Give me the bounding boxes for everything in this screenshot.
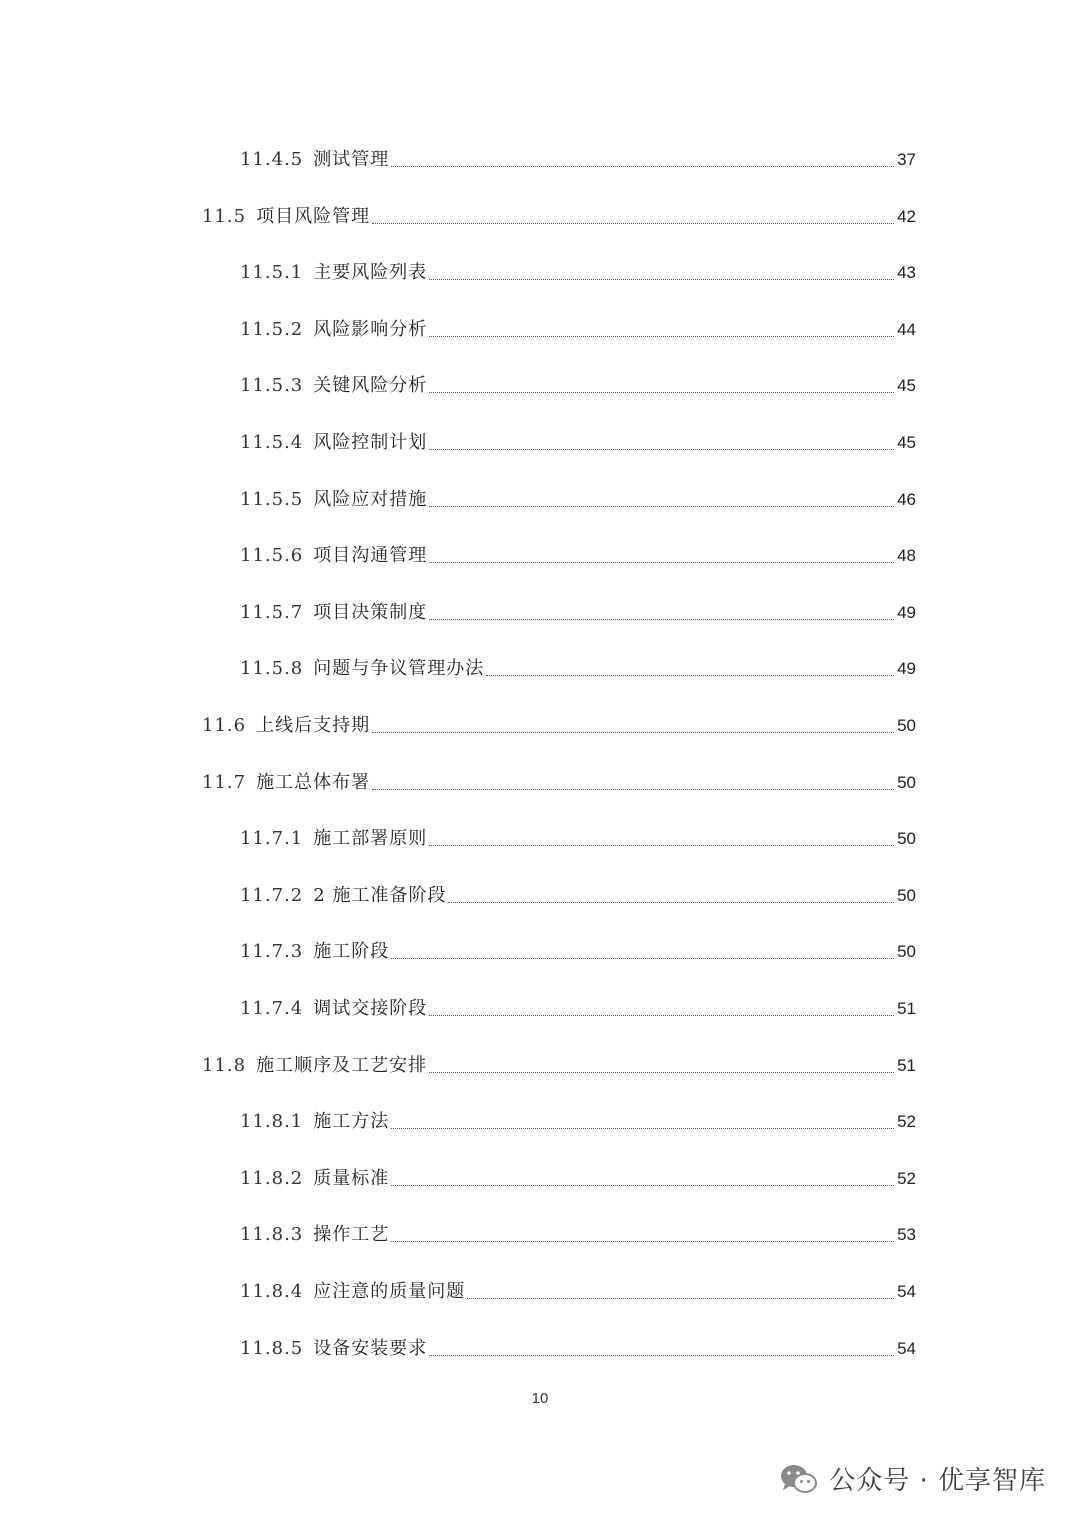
toc-entry[interactable]	[240, 368, 916, 398]
toc-entry-page: 51	[897, 999, 916, 1018]
toc-entry-page: 45	[897, 433, 916, 452]
toc-entry-page: 51	[897, 1056, 916, 1075]
toc-entry-page: 42	[897, 207, 916, 226]
toc-entry-title: 项目风险管理	[256, 206, 371, 227]
toc-dot-leader	[372, 788, 894, 790]
toc-entry-page: 46	[897, 490, 916, 509]
toc-entry-number: 11.5.2	[240, 319, 304, 340]
toc-entry-number: 11.8.3	[240, 1224, 304, 1245]
toc-entry-title: 关键风险分析	[313, 375, 428, 396]
toc-entry-title: 施工方法	[313, 1111, 390, 1132]
toc-entry[interactable]	[240, 255, 916, 285]
toc-entry-page: 50	[897, 886, 916, 905]
toc-entry-title: 2 施工准备阶段	[313, 885, 447, 906]
toc-entry-title: 质量标准	[313, 1168, 390, 1189]
toc-entry-number: 11.5	[202, 206, 247, 227]
toc-entry-number: 11.7.2	[240, 885, 304, 906]
toc-entry-title: 施工顺序及工艺安排	[256, 1055, 428, 1076]
toc-entry-number: 11.7	[202, 772, 247, 793]
toc-entry-title: 上线后支持期	[256, 715, 371, 736]
toc-entry-page: 52	[897, 1112, 916, 1131]
toc-dot-leader	[429, 391, 894, 393]
toc-entry-title: 施工阶段	[313, 941, 390, 962]
toc-dot-leader	[448, 901, 894, 903]
toc-entry[interactable]	[202, 199, 916, 229]
toc-dot-leader	[391, 165, 894, 167]
toc-entry-number: 11.8.2	[240, 1168, 304, 1189]
wechat-icon	[779, 1462, 819, 1496]
toc-dot-leader	[391, 1240, 894, 1242]
toc-dot-leader	[429, 1071, 894, 1073]
toc-dot-leader	[372, 731, 894, 733]
toc-entry-title: 问题与争议管理办法	[313, 658, 485, 679]
toc-entry-title: 施工总体布署	[256, 772, 371, 793]
toc-dot-leader	[391, 957, 894, 959]
toc-entry-page: 50	[897, 773, 916, 792]
toc-entry[interactable]	[202, 765, 916, 795]
toc-entry[interactable]	[240, 1274, 916, 1304]
toc-entry-number: 11.6	[202, 715, 247, 736]
toc-dot-leader	[429, 561, 894, 563]
toc-entry-page: 50	[897, 716, 916, 735]
toc-entry[interactable]	[240, 1104, 916, 1134]
toc-entry-title: 风险控制计划	[313, 432, 428, 453]
toc-entry-title: 项目沟通管理	[313, 545, 428, 566]
toc-entry-title: 风险影响分析	[313, 319, 428, 340]
toc-entry[interactable]	[202, 1048, 916, 1078]
toc-entry-title: 测试管理	[313, 149, 390, 170]
toc-entry-page: 44	[897, 320, 916, 339]
toc-entry[interactable]	[240, 482, 916, 512]
toc-entry[interactable]	[240, 425, 916, 455]
toc-entry[interactable]	[240, 934, 916, 964]
toc-entry-number: 11.5.7	[240, 602, 304, 623]
toc-entry-page: 53	[897, 1225, 916, 1244]
toc-entry-number: 11.5.3	[240, 375, 304, 396]
toc-dot-leader	[429, 278, 894, 280]
toc-entry[interactable]	[240, 991, 916, 1021]
watermark	[779, 1460, 1046, 1497]
toc-dot-leader	[429, 448, 894, 450]
toc-entry-page: 43	[897, 263, 916, 282]
toc-entry-page: 50	[897, 829, 916, 848]
toc-entry-title: 主要风险列表	[313, 262, 428, 283]
toc-entry-number: 11.5.5	[240, 489, 304, 510]
toc-dot-leader	[486, 674, 894, 676]
toc-entry-page: 54	[897, 1339, 916, 1358]
toc-entry[interactable]	[202, 708, 916, 738]
toc-entry-title: 施工部署原则	[313, 828, 428, 849]
toc-entry-number: 11.5.8	[240, 658, 304, 679]
toc-entry-number: 11.5.4	[240, 432, 304, 453]
toc-entry[interactable]	[240, 821, 916, 851]
toc-entry-title: 调试交接阶段	[313, 998, 428, 1019]
toc-entry[interactable]	[240, 142, 916, 172]
toc-entry-number: 11.8.5	[240, 1338, 304, 1359]
toc-dot-leader	[429, 618, 894, 620]
toc-entry-title: 项目决策制度	[313, 602, 428, 623]
toc-entry[interactable]	[240, 651, 916, 681]
toc-entry-page: 54	[897, 1282, 916, 1301]
toc-entry-number: 11.8	[202, 1055, 247, 1076]
toc-entry-title: 设备安装要求	[313, 1338, 428, 1359]
toc-dot-leader	[391, 1184, 894, 1186]
toc-entry-page: 50	[897, 942, 916, 961]
toc-dot-leader	[372, 222, 894, 224]
toc-entry-page: 49	[897, 659, 916, 678]
toc-entry-number: 11.7.1	[240, 828, 304, 849]
toc-dot-leader	[391, 1127, 894, 1129]
toc-entry-title: 风险应对措施	[313, 489, 428, 510]
toc-entry-page: 48	[897, 546, 916, 565]
toc-entry-number: 11.5.1	[240, 262, 304, 283]
toc-entry-number: 11.7.3	[240, 941, 304, 962]
toc-entry-page: 45	[897, 376, 916, 395]
toc-entry-number: 11.4.5	[240, 149, 304, 170]
toc-entry-number: 11.5.6	[240, 545, 304, 566]
toc-dot-leader	[429, 505, 894, 507]
toc-dot-leader	[467, 1297, 894, 1299]
toc-dot-leader	[429, 1354, 894, 1356]
toc-dot-leader	[429, 1014, 894, 1016]
toc-dot-leader	[429, 335, 894, 337]
toc-entry-number: 11.8.4	[240, 1281, 304, 1302]
toc-entry-title: 应注意的质量问题	[313, 1281, 466, 1302]
toc-entry[interactable]	[240, 312, 916, 342]
toc-entry-page: 49	[897, 603, 916, 622]
toc-entry-page: 37	[897, 150, 916, 169]
toc-entry[interactable]	[240, 1331, 916, 1361]
toc-entry-number: 11.7.4	[240, 998, 304, 1019]
toc-entry-number: 11.8.1	[240, 1111, 304, 1132]
toc-entry-page: 52	[897, 1169, 916, 1188]
toc-entry[interactable]	[240, 1217, 916, 1247]
toc-entry[interactable]	[240, 595, 916, 625]
toc-dot-leader	[429, 844, 894, 846]
toc-entry[interactable]	[240, 538, 916, 568]
toc-entry-title: 操作工艺	[313, 1224, 390, 1245]
page-number: 10	[531, 1390, 549, 1407]
watermark-text: 公众号 · 优享智库	[829, 1466, 1046, 1496]
toc-entry[interactable]	[240, 1161, 916, 1191]
toc-entry[interactable]	[240, 878, 916, 908]
